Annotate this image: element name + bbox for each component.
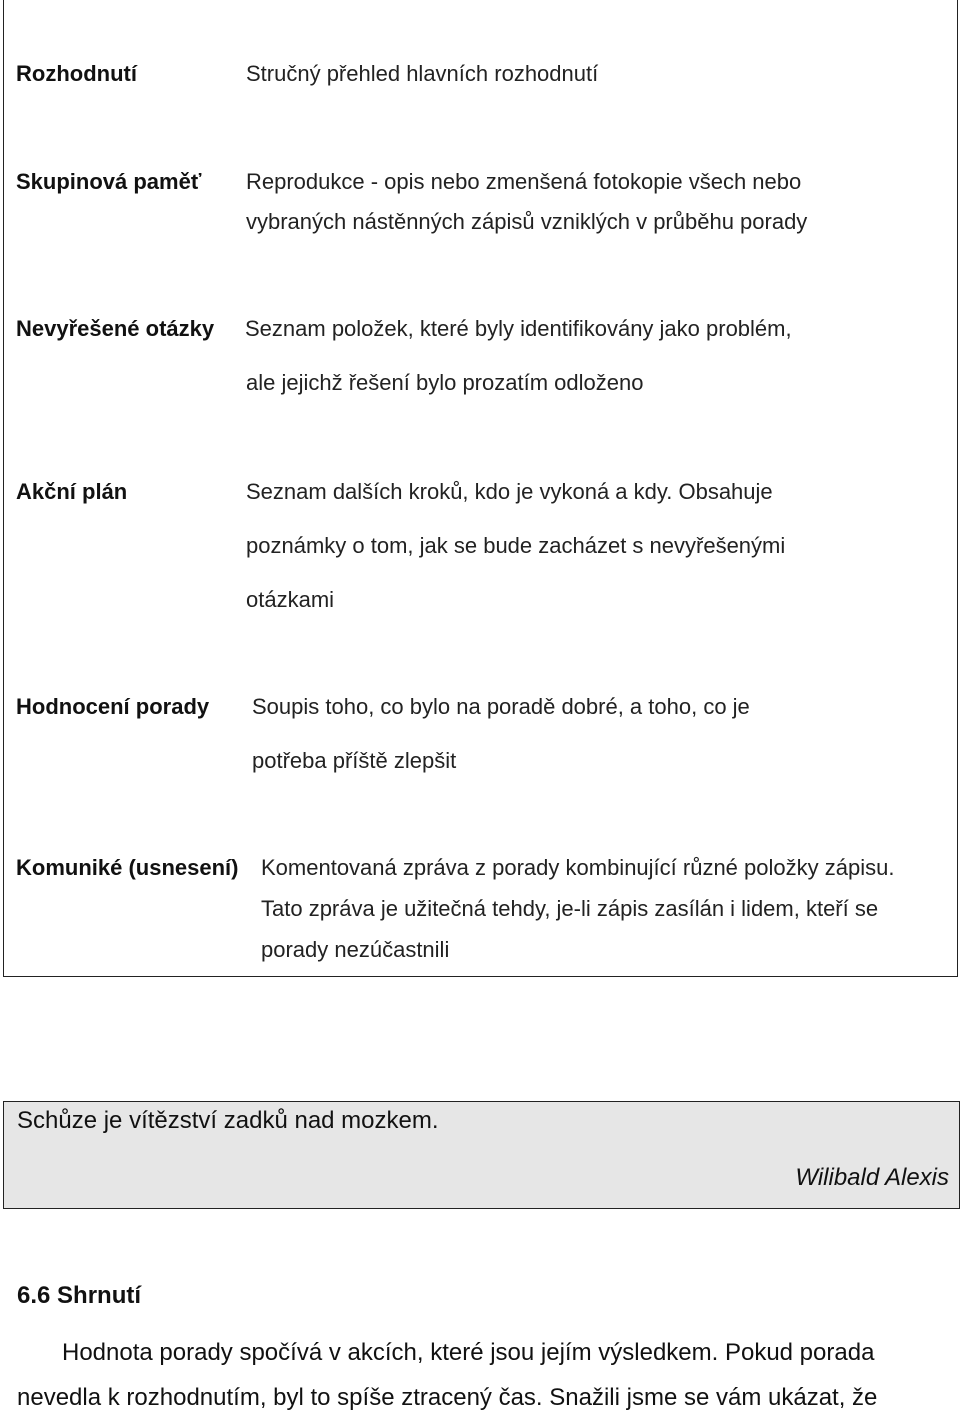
term-skupinova-pamet: Skupinová paměť: [16, 169, 202, 194]
desc-komunike-line-1: Komentovaná zpráva z porady kombinující různé položky zápisu.: [261, 855, 895, 880]
desc-akcni-plan-line-1: Seznam dalších kroků, kdo je vykoná a kdy. Obsahuje: [246, 479, 773, 504]
quote-text: Schůze je vítězství zadků nad mozkem.: [17, 1107, 439, 1134]
desc-skupinova-pamet-line-1: Reprodukce - opis nebo zmenšená fotokopie všech nebo: [246, 169, 802, 194]
section-heading: 6.6 Shrnutí: [17, 1282, 142, 1309]
desc-akcni-plan-line-2: poznámky o tom, jak se bude zacházet s nevyřešenými: [246, 533, 786, 558]
desc-rozhodnuti-line-1: Stručný přehled hlavních rozhodnutí: [246, 61, 599, 86]
paragraph-line-2: nevedla k rozhodnutím, byl to spíše ztracený čas. Snažili jsme se vám ukázat, že: [17, 1384, 878, 1411]
desc-komunike-line-2: Tato zpráva je užitečná tehdy, je-li zápis zasílán i lidem, kteří se: [261, 896, 879, 921]
desc-nevyresene-otazky-line-2: ale jejichž řešení bylo prozatím odloženo: [246, 370, 644, 395]
term-akcni-plan: Akční plán: [16, 479, 128, 504]
term-nevyresene-otazky: Nevyřešené otázky: [16, 316, 215, 341]
quote-box: [3, 1101, 960, 1209]
desc-akcni-plan-line-3: otázkami: [246, 587, 335, 612]
term-rozhodnuti: Rozhodnutí: [16, 61, 137, 86]
desc-nevyresene-otazky-line-1: Seznam položek, které byly identifikovány jako problém,: [245, 316, 792, 341]
desc-komunike-line-3: porady nezúčastnili: [261, 937, 450, 962]
desc-skupinova-pamet-line-2: vybraných nástěnných zápisů vzniklých v průběhu porady: [246, 209, 808, 234]
quote-author: Wilibald Alexis: [795, 1164, 949, 1191]
term-hodnoceni-porady: Hodnocení porady: [16, 694, 210, 719]
paragraph-line-1: Hodnota porady spočívá v akcích, které jsou jejím výsledkem. Pokud porada: [62, 1339, 875, 1366]
desc-hodnoceni-porady-line-1: Soupis toho, co bylo na poradě dobré, a toho, co je: [252, 694, 750, 719]
desc-hodnoceni-porady-line-2: potřeba příště zlepšit: [252, 748, 457, 773]
term-komunike: Komuniké (usnesení): [16, 855, 239, 880]
